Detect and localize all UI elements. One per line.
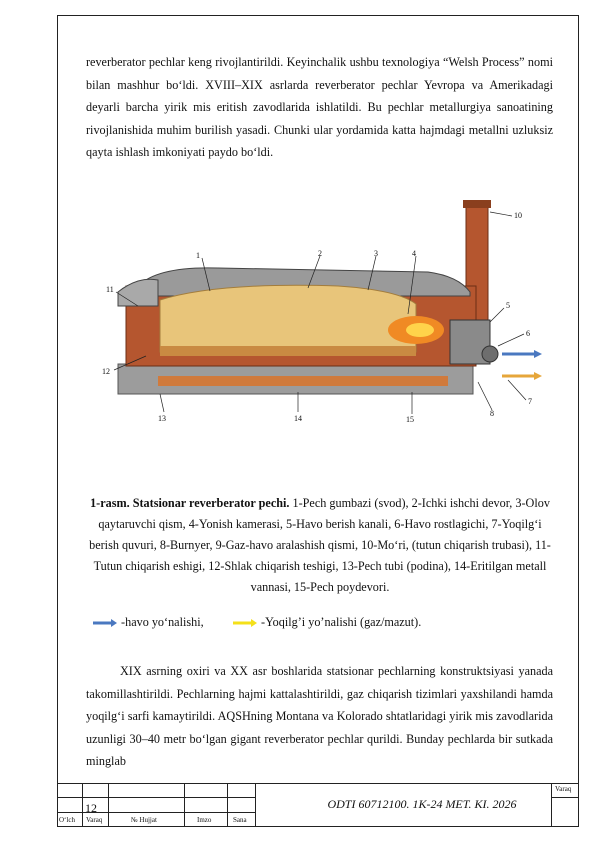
callout-5: 5 <box>506 301 510 310</box>
title-block <box>57 783 579 827</box>
callout-4: 4 <box>412 249 416 258</box>
callout-2: 2 <box>318 249 322 258</box>
paragraph-history: XIX asrning oxiri va XX asr boshlarida statsionar pechlarning konstruktsiyasi yanada takomillashtirildi. Pechlarning hajmi kattalashtirildi, gaz chiqarish tizimlari yaxshilandi hamda yoqilg‘i sarfi kamaytirildi. AQSHning Montana va Kolorado shtatlaridagi yirik mis zavodlarida uzunligi 30–40 metr bo‘lgan gigant reverberator pechlar qurildi. Bunday pechlarda bir sutkada minglab <box>86 664 553 769</box>
flame-core <box>406 323 434 337</box>
callout-15: 15 <box>406 415 414 424</box>
callout-14: 14 <box>294 414 302 423</box>
sheet-label: Varaq <box>555 785 572 793</box>
col-imzo: Imzo <box>197 816 212 824</box>
callout-13: 13 <box>158 414 166 423</box>
callout-11: 11 <box>106 285 114 294</box>
furnace-left-end <box>118 279 158 306</box>
legend-fuel-text: -Yoqilg’i yo’nalishi (gaz/mazut). <box>261 615 422 629</box>
caption-text: 1-Pech gumbazi (svod), 2-Ichki ishchi devor, 3-Olov qaytaruvchi qism, 4-Yonish kamerasi, 5-Havo berish kanali, 6-Havo rostlagichi, 7-Yoqilg‘i berish quvuri, 8-Burnyer, 9-Gaz-havo aralashish qismi, 10-Mo‘ri, (tutun chiqarish trubasi), 11-Tutun chiqarish eshigi, 12-Shlak chiqarish teshigi, 13-Pech tubi (podina), 14-Eritilgan metall vannasi, 15-Pech poydevori. <box>89 496 551 594</box>
page-number: 12 <box>85 801 97 815</box>
inner-chamber <box>160 285 416 352</box>
air-arrow-head <box>534 350 542 358</box>
fuel-legend-arrow-icon <box>232 618 258 628</box>
air-legend-arrow-icon <box>92 618 118 628</box>
callout-12: 12 <box>102 367 110 376</box>
col-varaq: Varaq <box>86 816 103 824</box>
legend-air-text: -havo yo‘nalishi, <box>121 615 204 629</box>
col-hujjat: № Hujjat <box>131 816 157 824</box>
burner-nozzle <box>482 346 498 362</box>
document-number: ODTI 60712100. 1K-24 MET. KI. 2026 <box>327 797 517 811</box>
callout-3: 3 <box>374 249 378 258</box>
hearth-channel <box>158 376 448 386</box>
paragraph-intro: reverberator pechlar keng rivojlantirildi. Keyinchalik ushbu texnologiya “Welsh Process” nomi bilan mashhur bo‘ldi. XVIII–XIX asrlarda reverberator pechlar Yevropa va Amerikadagi deyarli barcha yirik mis eritish zavodlarida ishlatildi. Bu pechlar metallurgiya sanoatining rivojlanishida muhim burilish yasadi. Chunki ular yordamida katta hajmdagi metallni uzluksiz qayta ishlash imkoniyati paydo bo‘ldi. <box>86 55 553 160</box>
callout-6: 6 <box>526 329 530 338</box>
fuel-arrow-head <box>534 372 542 380</box>
metal-bath <box>160 346 416 356</box>
callout-8: 8 <box>490 409 494 418</box>
col-olch: O‘lch <box>59 816 75 824</box>
callout-1: 1 <box>196 251 200 260</box>
figure-caption <box>82 493 558 598</box>
callout-10: 10 <box>514 211 522 220</box>
furnace-figure <box>98 196 548 426</box>
callout-7: 7 <box>528 397 532 406</box>
col-sana: Sana <box>233 816 247 824</box>
legend-fuel <box>232 615 421 630</box>
furnace-illustration <box>98 196 548 426</box>
caption-title: 1-rasm. Statsionar reverberator pechi. <box>90 496 290 510</box>
chimney-cap <box>463 200 491 208</box>
legend-air <box>92 615 204 630</box>
